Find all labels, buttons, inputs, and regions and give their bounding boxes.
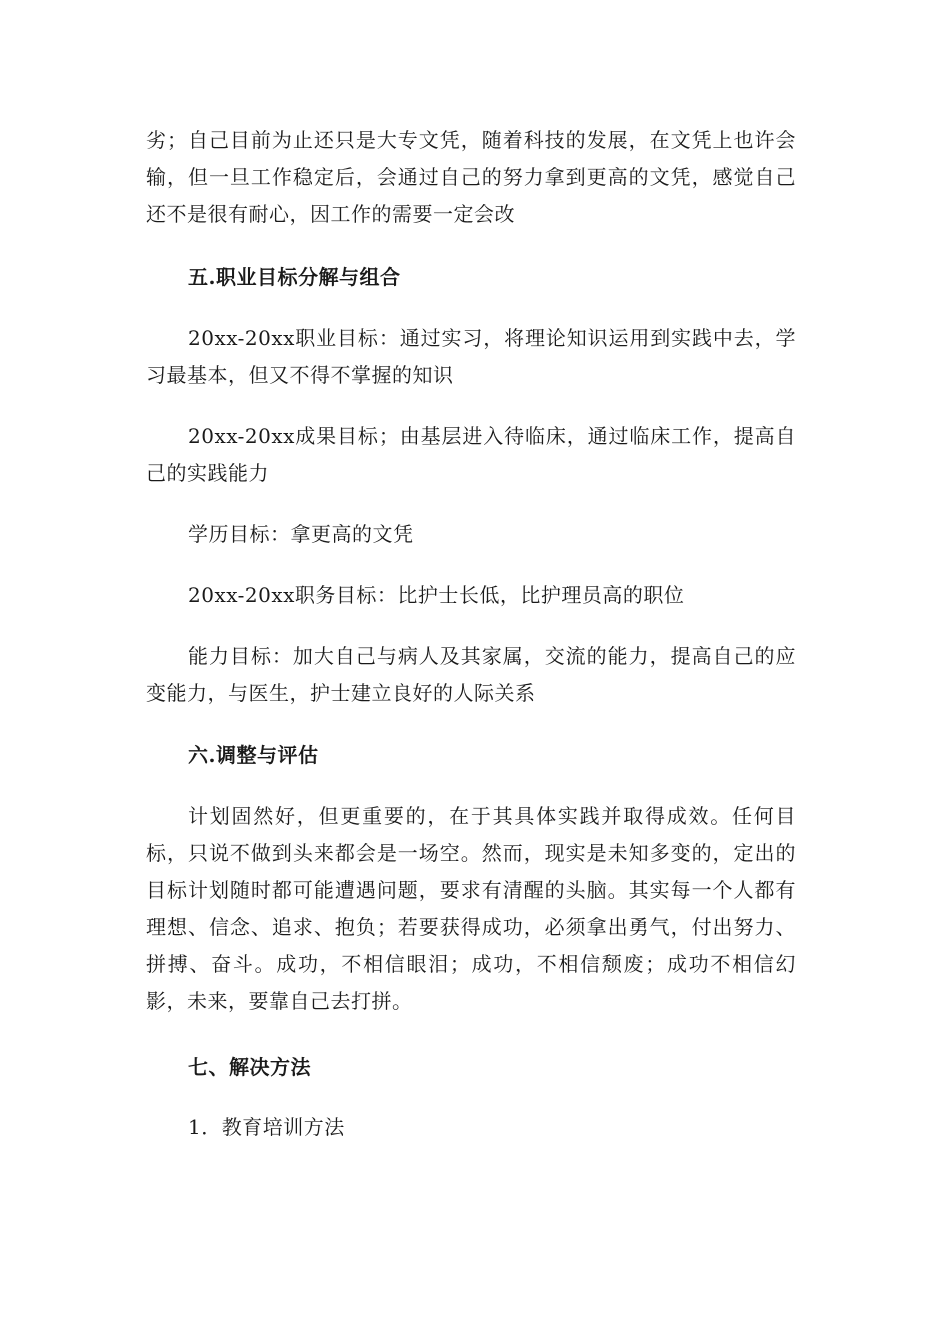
paragraph-position-goal: 20xx-20xx职务目标：比护士长低，比护理员高的职位 xyxy=(188,583,685,607)
paragraph-career-goal: 20xx-20xx职业目标：通过实习，将理论知识运用到实践中去，学习最基本，但又不得不掌握的知识 xyxy=(146,326,796,387)
list-item-1: 1．教育培训方法 xyxy=(188,1115,345,1139)
paragraph-education-goal: 学历目标：拿更高的文凭 xyxy=(188,522,414,546)
paragraph-ability-goal: 能力目标：加大自己与病人及其家属，交流的能力，提高自己的应变能力，与医生，护士建立良好的人际关系 xyxy=(146,644,796,705)
section-heading-6: 六.调整与评估 xyxy=(188,743,319,767)
paragraph-evaluation: 计划固然好，但更重要的，在于其具体实践并取得成效。任何目标，只说不做到头来都会是一场空。然而，现实是未知多变的，定出的目标计划随时都可能遭遇问题，要求有清醒的头脑。其实每一个人都有理想、信念、追求、抱负；若要获得成功，必须拿出勇气，付出努力、拼搏、奋斗。成功，不相信眼泪；成功，不相信颓废；成功不相信幻影，未来，要靠自己去打拼。 xyxy=(146,804,796,1013)
section-heading-7: 七、解决方法 xyxy=(188,1055,311,1079)
paragraph-result-goal: 20xx-20xx成果目标；由基层进入待临床，通过临床工作，提高自己的实践能力 xyxy=(146,424,796,485)
section-heading-5: 五.职业目标分解与组合 xyxy=(188,265,401,289)
paragraph-continuation: 劣；自己目前为止还只是大专文凭，随着科技的发展，在文凭上也许会输，但一旦工作稳定后，会通过自己的努力拿到更高的文凭，感觉自己还不是很有耐心，因工作的需要一定会改 xyxy=(146,128,796,226)
